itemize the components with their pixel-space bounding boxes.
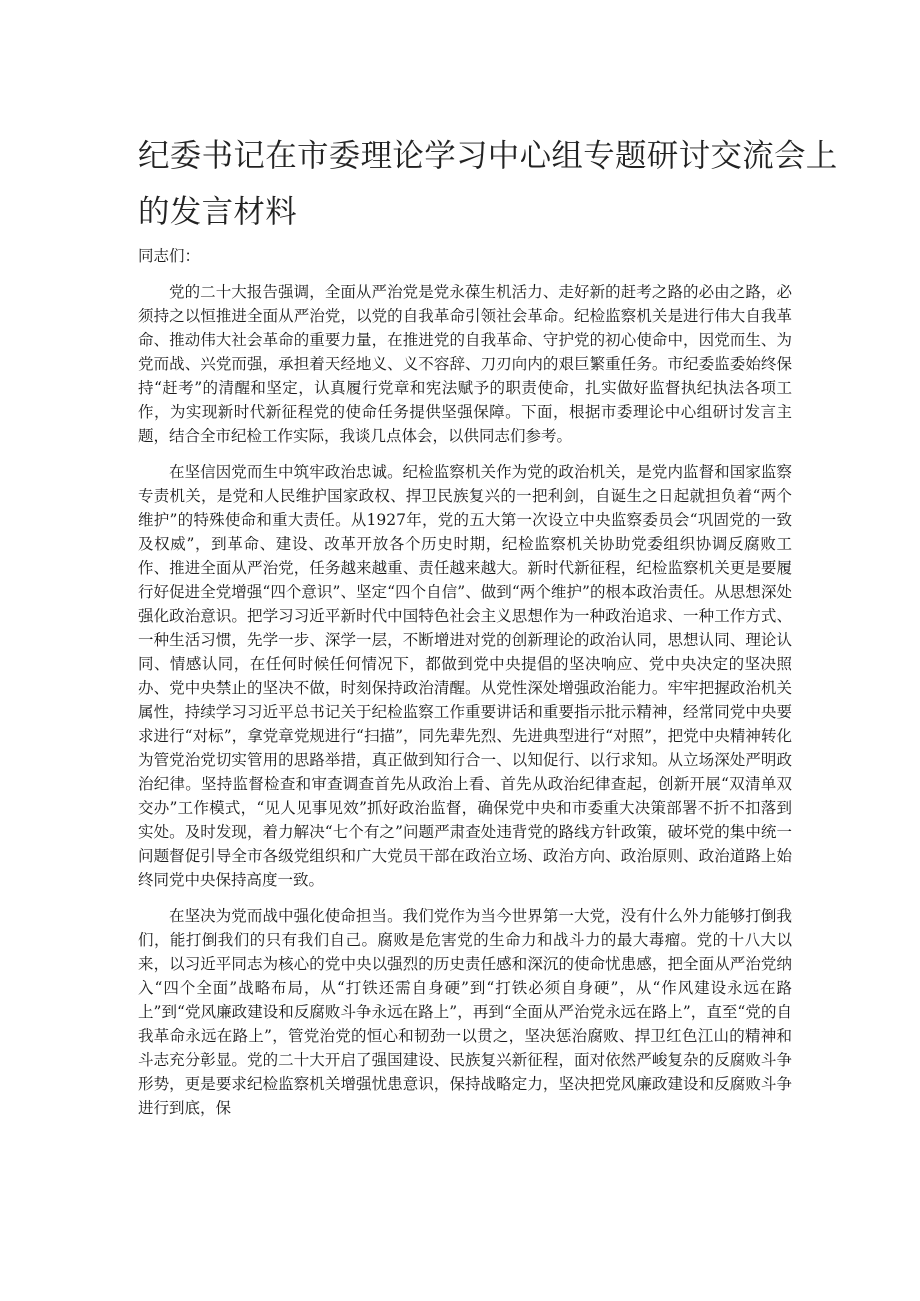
paragraph-mission: 在坚决为党而战中强化使命担当。我们党作为当今世界第一大党，没有什么外力能够打倒我们，能打倒我们的只有我们自己。腐败是危害党的生命力和战斗力的最大毒瘤。党的十八大以来，以习近平同志为核心的党中央以强烈的历史责任感和深沉的使命忧患感，把全面从严治党纳入“四个全面”战略布局，从“打铁还需自身硬”到“打铁必须自身硬”，从“作风建设永远在路上”到“党风廉政建设和反腐败斗争永远在路上”，再到“全面从严治党永远在路上”，直至“党的自我革命永远在路上”，管党治党的恒心和韧劲一以贯之，坚决惩治腐败、捍卫红色江山的精神和斗志充分彰显。党的二十大开启了强国建设、民族复兴新征程，面对依然严峻复杂的反腐败斗争形势，更是要求纪检监察机关增强忧患意识，保持战略定力，坚决把党风廉政建设和反腐败斗争进行到底，保: [138, 907, 792, 1117]
paragraph-political-loyalty: 在坚信因党而生中筑牢政治忠诚。纪检监察机关作为党的政治机关，是党内监督和国家监察专责机关，是党和人民维护国家政权、捍卫民族复兴的一把利剑，自诞生之日起就担负着“两个维护”的特殊使命和重大责任。从1927年，党的五大第一次设立中央监察委员会“巩固党的一致及权威”，到革命、建设、改革开放各个历史时期，纪检监察机关协助党委组织协调反腐败工作、推进全面从严治党，任务越来越重、责任越来越大。新时代新征程，纪检监察机关更是要履行好促进全党增强“四个意识”、坚定“四个自信”、做到“两个维护”的根本政治责任。从思想深处强化政治意识。把学习习近平新时代中国特色社会主义思想作为一种政治追求、一种工作方式、一种生活习惯，先学一步、深学一层，不断增进对党的创新理论的政治认同，思想认同、理论认同、情感认同，在任何时候任何情况下，都做到党中央提倡的坚决响应、党中央决定的坚决照办、党中央禁止的坚决不做，时刻保持政治清醒。从党性深处增强政治能力。牢牢把握政治机关属性，持续学习习近平总书记关于纪检监察工作重要讲话和重要指示批示精神，经常同党中央要求进行“对标”，拿党章党规进行“扫描”，同先辈先烈、先进典型进行“对照”，把党中央精神转化为管党治党切实管用的思路举措，真正做到知行合一、以知促行、以行求知。从立场深处严明政治纪律。坚持监督检查和审查调查首先从政治上看、首先从政治纪律查起，创新开展“双清单双交办”工作模式，“见人见事见效”抓好政治监督，确保党中央和市委重大决策部署不折不扣落到实处。及时发现，着力解决“七个有之”问题严肃查处违背党的路线方针政策，破坏党的集中统一问题督促引导全市各级党组织和广大党员干部在政治立场、政治方向、政治原则、政治道路上始终同党中央保持高度一致。: [138, 463, 792, 889]
title-line-2: 的发言材料: [138, 194, 298, 230]
salutation: 同志们：: [138, 247, 201, 265]
document-title: [138, 128, 838, 240]
paragraph-intro: 党的二十大报告强调，全面从严治党是党永葆生机活力、走好新的赶考之路的必由之路，必须持之以恒推进全面从严治党，以党的自我革命引领社会革命。纪检监察机关是进行伟大自我革命、推动伟大社会革命的重要力量，在推进党的自我革命、守护党的初心使命中，因党而生、为党而战、兴党而强，承担着天经地义、义不容辞、刀刃向内的艰巨繁重任务。市纪委监委始终保持“赶考”的清醒和坚定，认真履行党章和宪法赋予的职责使命，扎实做好监督执纪执法各项工作，为实现新时代新征程党的使命任务提供坚强保障。下面，根据市委理论中心组研讨发言主题，结合全市纪检工作实际，我谈几点体会，以供同志们参考。: [138, 283, 792, 445]
title-line-1: 纪委书记在市委理论学习中心组专题研讨交流会上: [138, 138, 838, 174]
document-page: [138, 128, 838, 1132]
